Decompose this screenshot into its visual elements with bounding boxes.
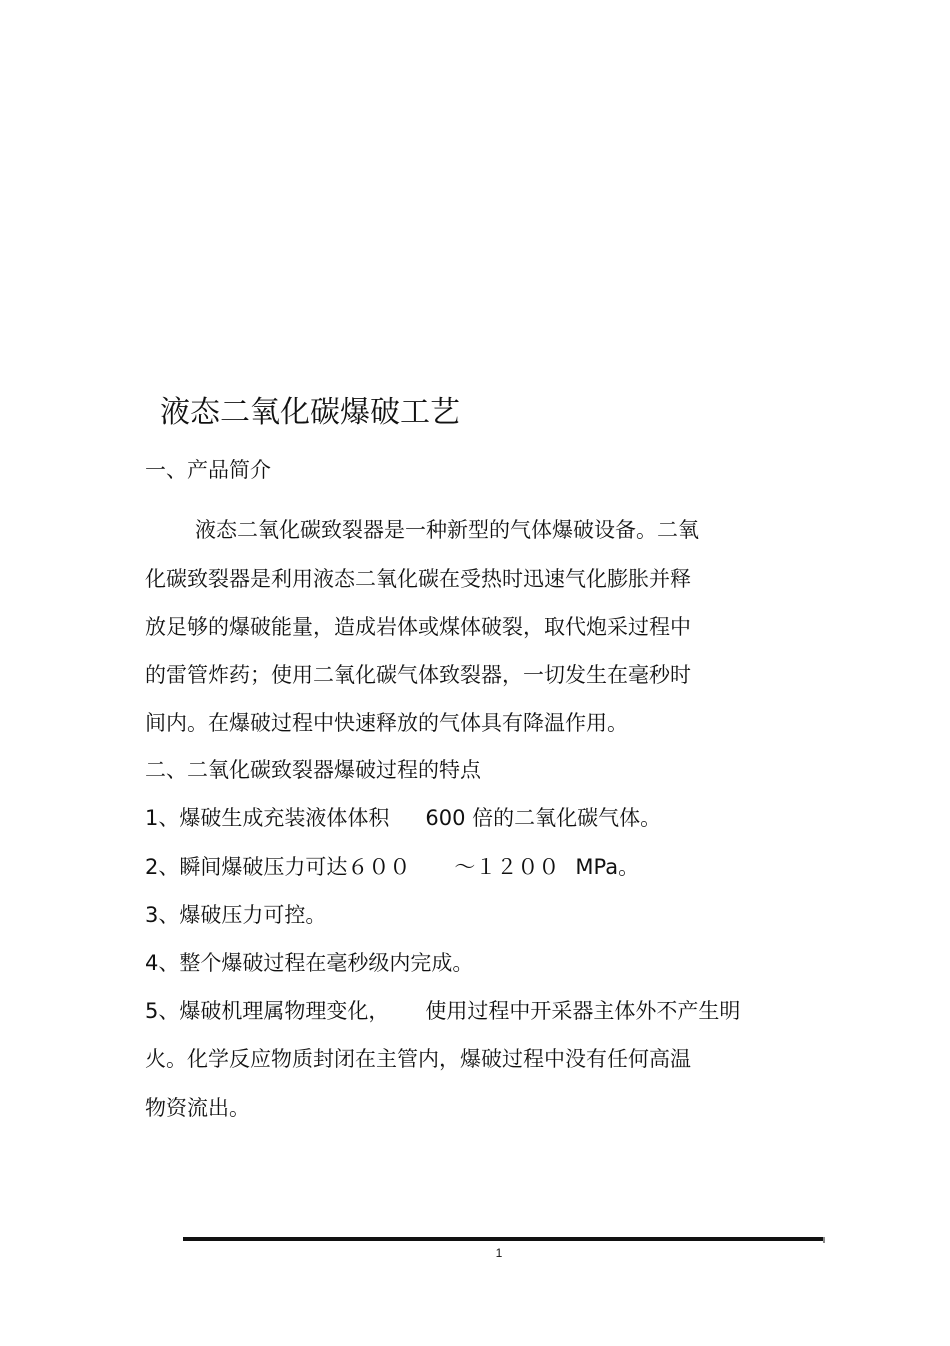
feature-2-text-a: 2、瞬间爆破压力可达６００ [145,855,411,879]
section-heading-features: 二、二氧化碳致裂器爆破过程的特点 [145,758,481,782]
feature-2-text-b: ～１２００ [454,855,560,879]
intro-line-5: 间内。在爆破过程中快速释放的气体具有降温作用。 [145,711,628,735]
intro-line-1: 液态二氧化碳致裂器是一种新型的气体爆破设备。二氧 [195,518,699,542]
feature-5-text-a: 5、爆破机理属物理变化， [145,999,390,1023]
feature-5-line-2: 火。化学反应物质封闭在主管内，爆破过程中没有任何高温 [145,1047,691,1071]
feature-1-text-b: 600 倍的二氧化碳气体。 [425,806,662,830]
intro-line-4: 的雷管炸药；使用二氧化碳气体致裂器，一切发生在毫秒时 [145,663,691,687]
feature-5-text-b: 使用过程中开采器主体外不产生明 [425,999,741,1023]
intro-line-2: 化碳致裂器是利用液态二氧化碳在受热时迅速气化膨胀并释 [145,567,691,591]
feature-4: 4、整个爆破过程在毫秒级内完成。 [145,951,474,975]
feature-2 [145,852,639,882]
feature-1-text-a: 1、爆破生成充装液体体积 [145,806,390,830]
feature-3: 3、爆破压力可控。 [145,903,327,927]
page-number: 1 [495,1246,503,1260]
feature-2-text-c: MPa。 [575,855,640,879]
feature-5 [145,996,740,1026]
footer-rule [183,1237,825,1241]
intro-line-3: 放足够的爆破能量，造成岩体或煤体破裂，取代炮采过程中 [145,615,691,639]
section-heading-product-intro: 一、产品简介 [145,458,271,482]
feature-1 [145,803,661,833]
document-title: 液态二氧化碳爆破工艺 [160,395,460,430]
feature-5-line-3: 物资流出。 [145,1096,250,1120]
